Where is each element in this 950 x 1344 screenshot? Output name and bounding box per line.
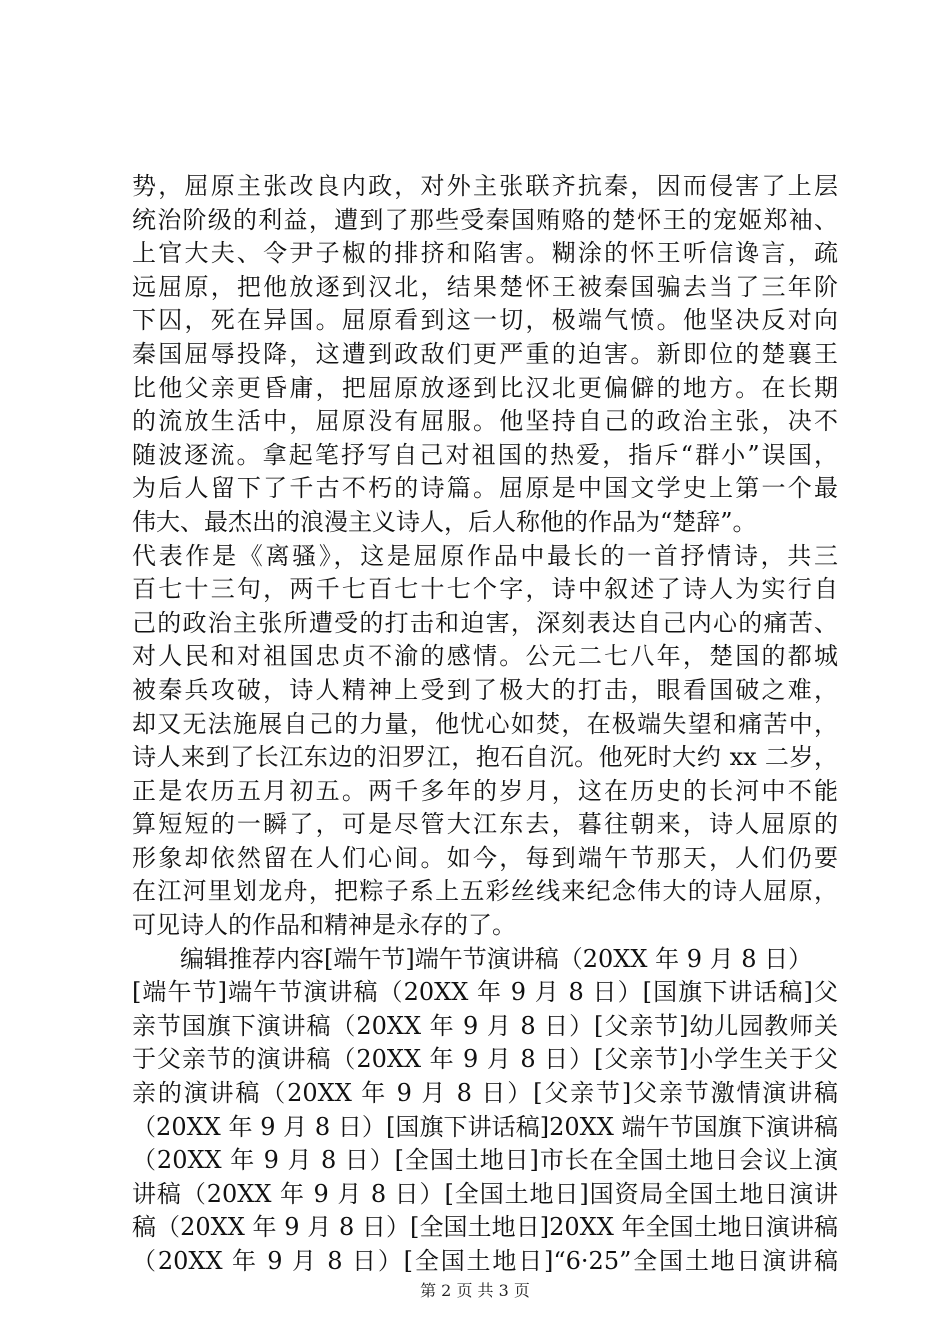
- text-line: 在江河里划龙舟，把粽子系上五彩丝线来纪念伟大的诗人屈原，: [132, 877, 838, 906]
- text-line: 稿（20XX 年 9 月 8 日）[全国土地日]20XX 年全国土地日演讲稿: [132, 1213, 838, 1242]
- text-line: 的流放生活中，屈原没有屈服。他坚持自己的政治主张，决不: [132, 407, 838, 436]
- paragraph-1: [132, 170, 838, 943]
- text-line: 可见诗人的作品和精神是永存的了。: [132, 911, 516, 940]
- text-line: [端午节]端午节演讲稿（20XX 年 9 月 8 日）[国旗下讲话稿]父: [132, 978, 838, 1007]
- text-line: （20XX 年 9 月 8 日）[全国土地日]“6·25”全国土地日演讲稿: [132, 1247, 838, 1275]
- text-line: 亲的演讲稿（20XX 年 9 月 8 日）[父亲节]父亲节激情演讲稿: [132, 1079, 838, 1108]
- text-line: 随波逐流。拿起笔抒写自己对祖国的热爱，指斥“群小”误国，: [132, 440, 838, 469]
- text-line: 己的政治主张所遭受的打击和迫害，深刻表达自己内心的痛苦、: [132, 608, 838, 637]
- body-text: [132, 170, 838, 1279]
- text-line: 百七十三句，两千七百七十七个字，诗中叙述了诗人为实行自: [132, 575, 838, 604]
- text-line: 编辑推荐内容[端午节]端午节演讲稿（20XX 年 9 月 8 日）: [180, 944, 813, 973]
- text-line: 正是农历五月初五。两千多年的岁月，这在历史的长河中不能: [132, 776, 838, 805]
- text-line: 算短短的一瞬了，可是尽管大江东去，暮往朝来，诗人屈原的: [132, 810, 838, 839]
- text-line: 诗人来到了长江东边的汨罗江，抱石自沉。他死时大约 xx 二岁，: [132, 743, 838, 772]
- text-line: 伟大、最杰出的浪漫主义诗人，后人称他的作品为“楚辞”。: [132, 507, 757, 536]
- text-line: 却又无法施展自己的力量，他忧心如焚，在极端失望和痛苦中，: [132, 709, 838, 738]
- text-line: 代表作是《离骚》，这是屈原作品中最长的一首抒情诗，共三: [132, 541, 838, 570]
- text-line: 亲节国旗下演讲稿（20XX 年 9 月 8 日）[父亲节]幼儿园教师关: [132, 1011, 838, 1040]
- text-line: 下囚，死在异国。屈原看到这一切，极端气愤。他坚决反对向: [132, 306, 838, 335]
- text-line: 被秦兵攻破，诗人精神上受到了极大的打击，眼看国破之难，: [132, 675, 838, 704]
- text-line: 为后人留下了千古不朽的诗篇。屈原是中国文学史上第一个最: [132, 474, 838, 503]
- text-line: 统治阶级的利益，遭到了那些受秦国贿赂的楚怀王的宠姬郑袖、: [132, 205, 838, 234]
- page-footer: 第 2 页 共 3 页: [420, 1281, 530, 1300]
- text-line: 远屈原，把他放逐到汉北，结果楚怀王被秦国骗去当了三年阶: [132, 272, 838, 301]
- text-line: （20XX 年 9 月 8 日）[国旗下讲话稿]20XX 端午节国旗下演讲稿: [132, 1112, 838, 1141]
- text-line: （20XX 年 9 月 8 日）[全国土地日]市长在全国土地日会议上演: [132, 1146, 838, 1175]
- text-line: 于父亲节的演讲稿（20XX 年 9 月 8 日）[父亲节]小学生关于父: [132, 1045, 838, 1074]
- text-line: 对人民和对祖国忠贞不渝的感情。公元二七八年，楚国的都城: [132, 642, 838, 671]
- text-line: 比他父亲更昏庸，把屈原放逐到比汉北更偏僻的地方。在长期: [132, 373, 838, 402]
- text-line: 势，屈原主张改良内政，对外主张联齐抗秦，因而侵害了上层: [132, 172, 838, 200]
- paragraph-2: [132, 943, 838, 1279]
- text-line: 秦国屈辱投降，这遭到政敌们更严重的迫害。新即位的楚襄王: [132, 339, 838, 368]
- text-line: 讲稿（20XX 年 9 月 8 日）[全国土地日]国资局全国土地日演讲: [132, 1179, 838, 1208]
- text-line: 形象却依然留在人们心间。如今，每到端午节那天，人们仍要: [132, 843, 838, 872]
- text-line: 上官大夫、令尹子椒的排挤和陷害。糊涂的怀王听信谗言，疏: [132, 239, 838, 268]
